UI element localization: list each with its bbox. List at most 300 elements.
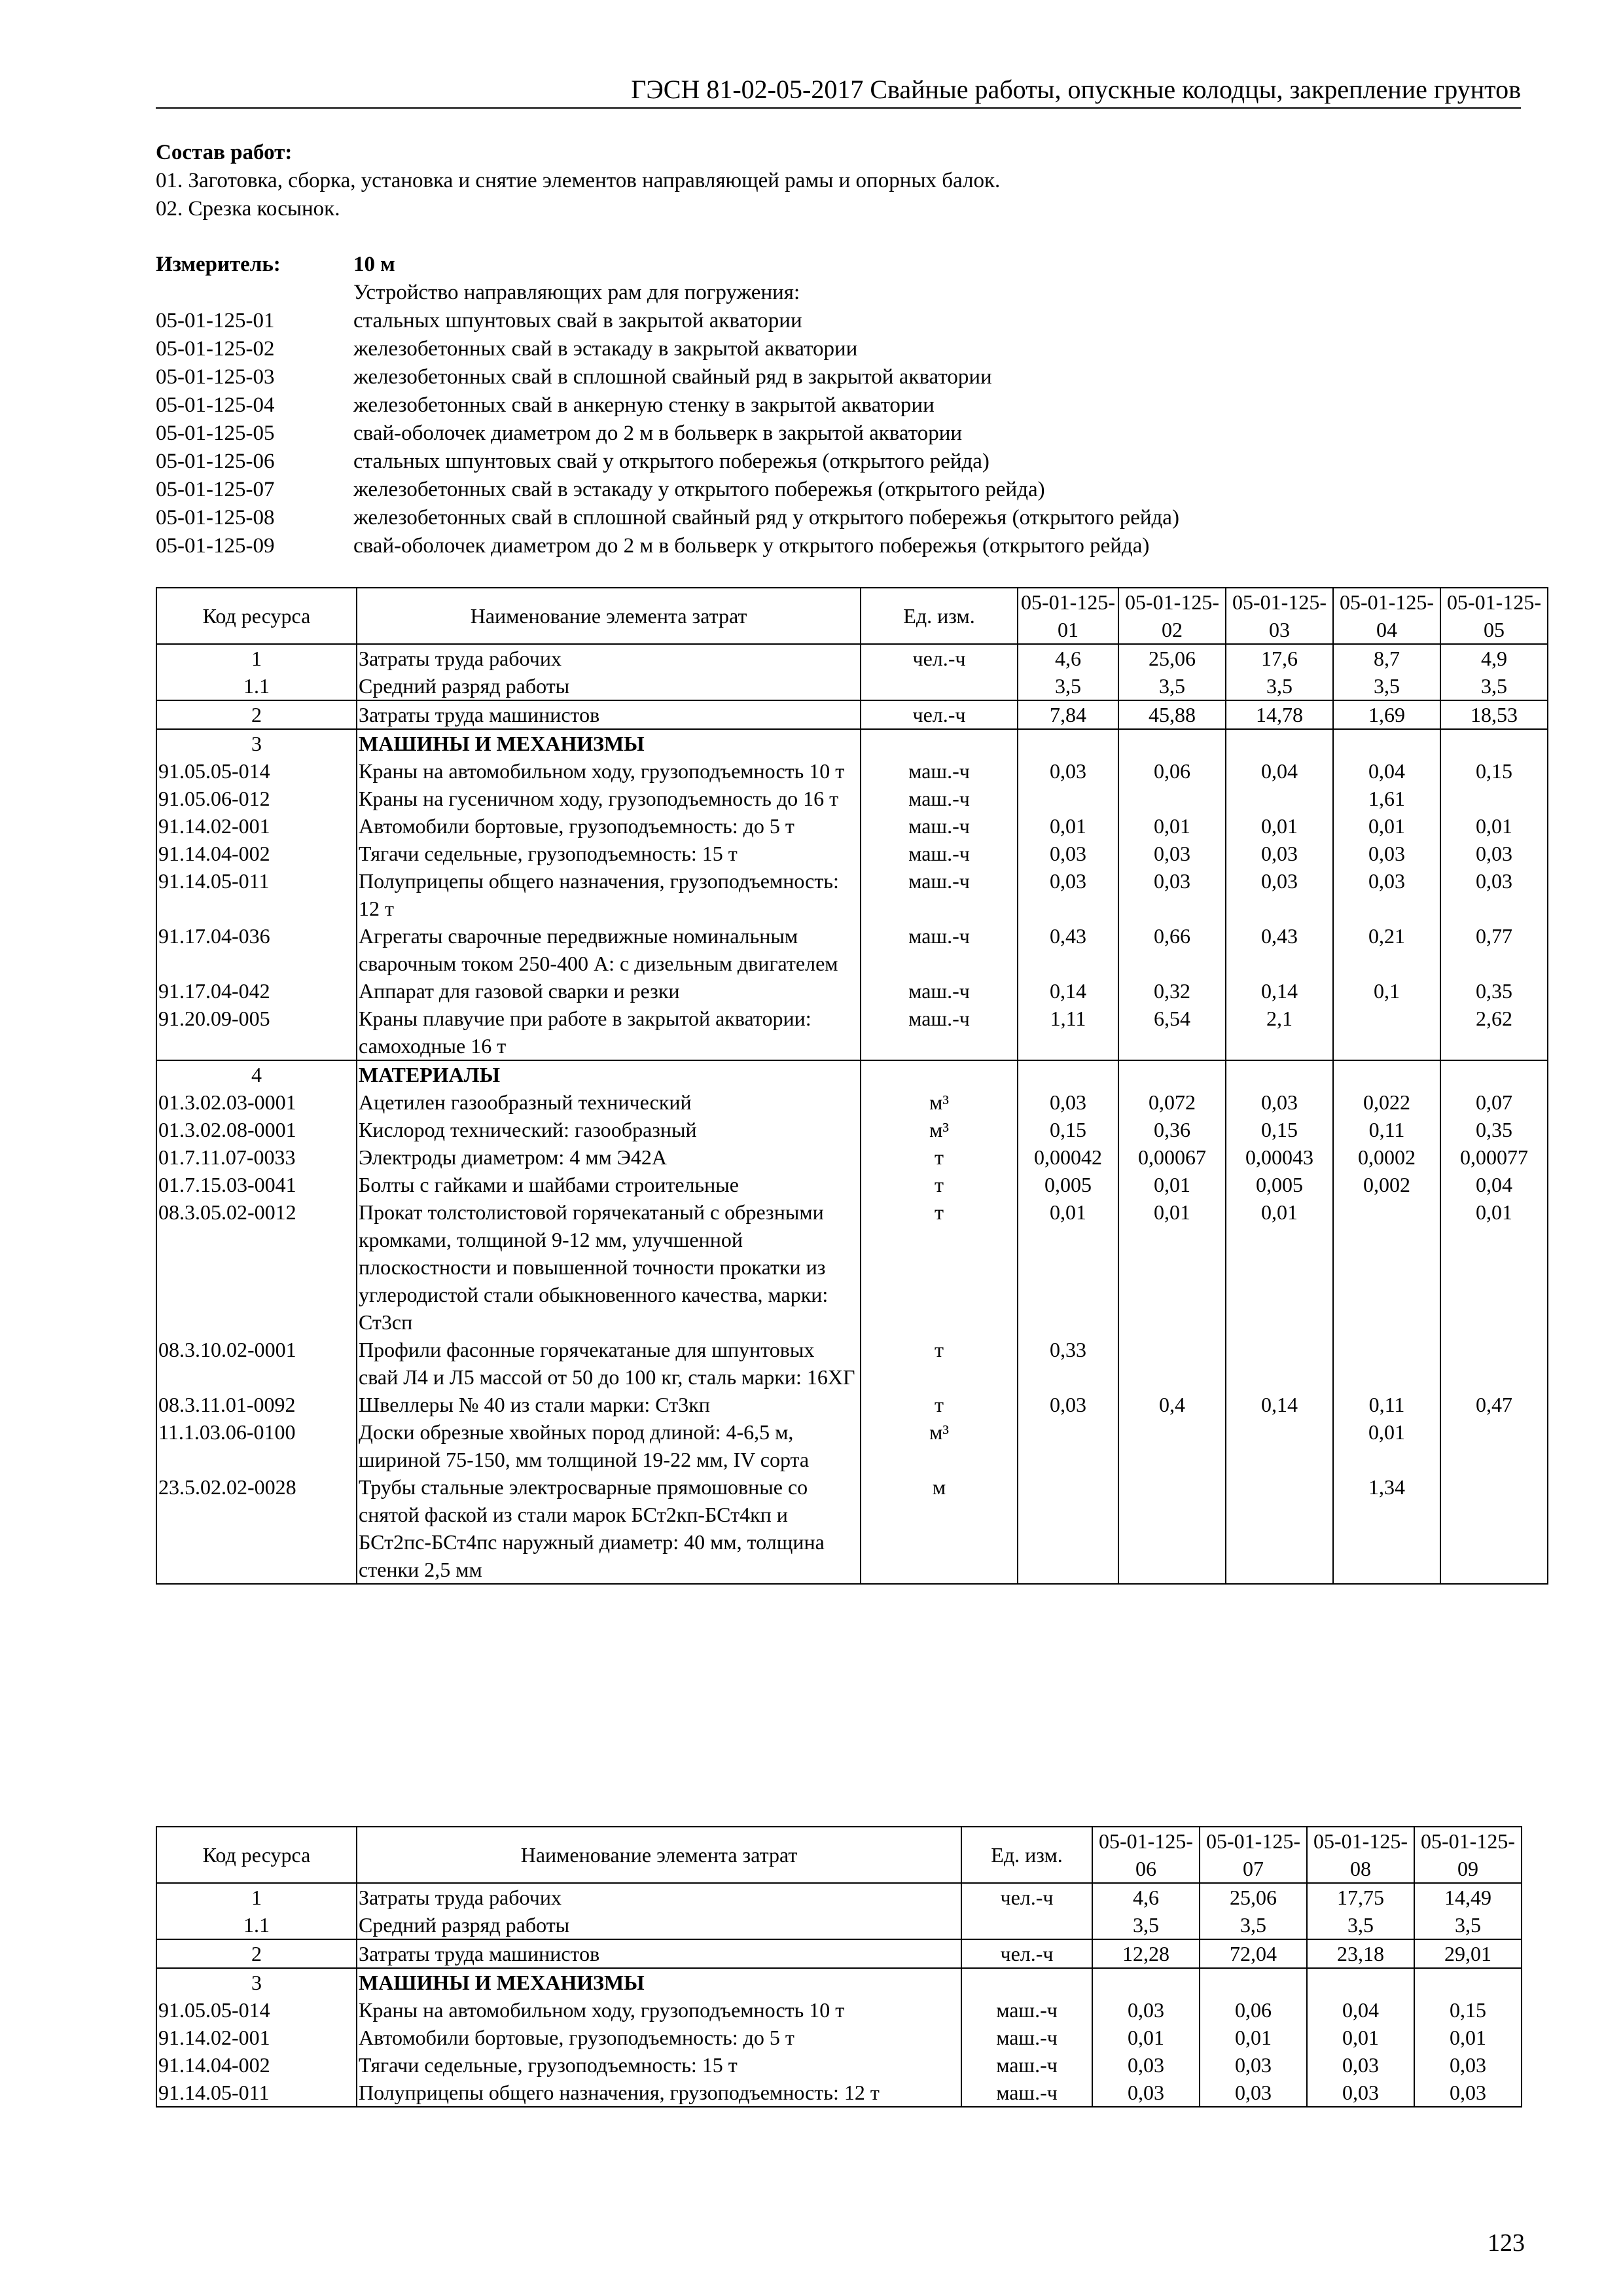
resource-value: 0,33 (1018, 1336, 1118, 1391)
table-row (156, 1143, 1548, 1171)
resource-name: МАШИНЫ И МЕХАНИЗМЫ (357, 729, 861, 757)
resource-value: 0,01 (1018, 812, 1118, 840)
measure-item (156, 448, 1521, 476)
measure-item-text: свай-оболочек диаметром до 2 м в больверк у открытого побережья (открытого рейда) (353, 534, 1150, 558)
resource-value (1018, 785, 1118, 812)
work-composition (156, 139, 1000, 223)
resource-code: 2 (156, 1939, 357, 1968)
table-row (156, 2079, 1522, 2107)
measure-item-code: 05-01-125-07 (156, 478, 275, 501)
resource-unit: маш.-ч (861, 867, 1018, 922)
table-row (156, 1005, 1548, 1060)
resource-code: 91.14.04-002 (156, 2051, 357, 2079)
table-row (156, 867, 1548, 922)
resource-code: 11.1.03.06-0100 (156, 1418, 357, 1473)
table-row (156, 1996, 1522, 2024)
resource-value: 29,01 (1414, 1939, 1522, 1968)
resource-value (1333, 1198, 1440, 1336)
resource-value: 3,5 (1200, 1911, 1307, 1939)
column-header: 05-01-125-05 (1440, 588, 1548, 644)
resource-value: 1,61 (1333, 785, 1440, 812)
column-header: 05-01-125-02 (1118, 588, 1226, 644)
resource-value: 8,7 (1333, 644, 1440, 672)
resource-unit: м (861, 1473, 1018, 1584)
measure-item (156, 504, 1521, 532)
table-row (156, 1911, 1522, 1939)
resource-value: 0,15 (1018, 1116, 1118, 1143)
resource-value (1118, 1473, 1226, 1584)
resource-value (1414, 1968, 1522, 1996)
resource-value: 0,03 (1118, 840, 1226, 867)
resource-value: 3,5 (1092, 1911, 1200, 1939)
resource-value: 1,11 (1018, 1005, 1118, 1060)
resource-value: 0,03 (1018, 840, 1118, 867)
resource-code: 91.05.05-014 (156, 1996, 357, 2024)
resource-value: 0,06 (1200, 1996, 1307, 2024)
resource-value (1333, 729, 1440, 757)
measure-item-text: свай-оболочек диаметром до 2 м в больверк в закрытой акватории (353, 422, 963, 445)
resource-name: Краны на автомобильном ходу, грузоподъемность 10 т (357, 757, 861, 785)
resource-value: 3,5 (1018, 672, 1118, 700)
measure-item (156, 363, 1521, 391)
resource-value: 0,01 (1333, 1418, 1440, 1473)
resource-value: 0,03 (1440, 840, 1548, 867)
table-row (156, 1968, 1522, 1996)
measure-item-code: 05-01-125-08 (156, 506, 275, 529)
resource-name: МАТЕРИАЛЫ (357, 1060, 861, 1088)
resource-unit: маш.-ч (861, 785, 1018, 812)
resource-value: 0,03 (1226, 840, 1333, 867)
column-header: Ед. изм. (861, 588, 1018, 644)
resource-unit (861, 672, 1018, 700)
resource-value: 0,03 (1018, 757, 1118, 785)
table-row (156, 644, 1548, 672)
resource-value: 0,03 (1440, 867, 1548, 922)
resource-unit: маш.-ч (961, 2079, 1092, 2107)
resource-value: 0,005 (1018, 1171, 1118, 1198)
resource-name: Ацетилен газообразный технический (357, 1088, 861, 1116)
resource-value: 72,04 (1200, 1939, 1307, 1968)
measure-item (156, 420, 1521, 448)
resource-unit: маш.-ч (961, 2024, 1092, 2051)
resource-code: 01.7.15.03-0041 (156, 1171, 357, 1198)
resource-value (1226, 1473, 1333, 1584)
resource-value (1226, 1060, 1333, 1088)
resource-unit (961, 1968, 1092, 1996)
resource-value: 1,34 (1333, 1473, 1440, 1584)
resource-value (1018, 1473, 1118, 1584)
resource-value (1118, 1418, 1226, 1473)
table-row (156, 1088, 1548, 1116)
column-header: 05-01-125-09 (1414, 1827, 1522, 1883)
table-row (156, 1418, 1548, 1473)
resource-value: 0,03 (1226, 867, 1333, 922)
resource-name: Средний разряд работы (357, 672, 861, 700)
table-row (156, 672, 1548, 700)
resource-value: 0,01 (1092, 2024, 1200, 2051)
resource-unit: маш.-ч (861, 922, 1018, 977)
resource-value: 0,01 (1118, 1198, 1226, 1336)
resource-unit: маш.-ч (861, 757, 1018, 785)
column-header: 05-01-125-03 (1226, 588, 1333, 644)
resource-code: 91.14.05-011 (156, 2079, 357, 2107)
resource-value: 17,6 (1226, 644, 1333, 672)
resource-name: Кислород технический: газообразный (357, 1116, 861, 1143)
resource-value: 12,28 (1092, 1939, 1200, 1968)
resource-name: Автомобили бортовые, грузоподъемность: до 5 т (357, 2024, 961, 2051)
column-header: 05-01-125-07 (1200, 1827, 1307, 1883)
resource-unit: маш.-ч (961, 2051, 1092, 2079)
resource-code: 08.3.10.02-0001 (156, 1336, 357, 1391)
resource-code: 91.14.02-001 (156, 2024, 357, 2051)
resource-value (1440, 785, 1548, 812)
resource-code: 23.5.02.02-0028 (156, 1473, 357, 1584)
resource-value: 0,03 (1333, 867, 1440, 922)
resource-value: 0,77 (1440, 922, 1548, 977)
resource-value: 0,03 (1200, 2079, 1307, 2107)
measure-item-code: 05-01-125-09 (156, 534, 275, 558)
resource-value (1440, 729, 1548, 757)
resource-value: 0,03 (1118, 867, 1226, 922)
table-row (156, 2051, 1522, 2079)
table-row (156, 700, 1548, 729)
resource-table-1 (156, 587, 1548, 1585)
resource-value: 0,07 (1440, 1088, 1548, 1116)
resource-value (1092, 1968, 1200, 1996)
table-row (156, 1060, 1548, 1088)
resource-value: 0,03 (1307, 2079, 1414, 2107)
resource-code: 91.17.04-042 (156, 977, 357, 1005)
resource-value: 23,18 (1307, 1939, 1414, 1968)
resource-table-2 (156, 1826, 1522, 2108)
resource-code: 91.14.04-002 (156, 840, 357, 867)
page-number: 123 (1488, 2229, 1525, 2257)
resource-unit: чел.-ч (861, 700, 1018, 729)
resource-value (1440, 1418, 1548, 1473)
resource-value (1118, 1060, 1226, 1088)
measure-label: Измеритель: (156, 253, 281, 276)
composition-item: 01. Заготовка, сборка, установка и снятие элементов направляющей рамы и опорных балок. (156, 169, 1001, 192)
table-row (156, 1116, 1548, 1143)
resource-code: 4 (156, 1060, 357, 1088)
resource-code: 01.7.11.07-0033 (156, 1143, 357, 1171)
resource-value: 0,00077 (1440, 1143, 1548, 1171)
resource-value: 0,03 (1414, 2079, 1522, 2107)
resource-name: Болты с гайками и шайбами строительные (357, 1171, 861, 1198)
measure-item-code: 05-01-125-05 (156, 422, 275, 445)
resource-name: Тягачи седельные, грузоподъемность: 15 т (357, 840, 861, 867)
resource-name: Тягачи седельные, грузоподъемность: 15 т (357, 2051, 961, 2079)
resource-code: 08.3.11.01-0092 (156, 1391, 357, 1418)
resource-unit (961, 1911, 1092, 1939)
resource-name: Электроды диаметром: 4 мм Э42А (357, 1143, 861, 1171)
measure-item-code: 05-01-125-06 (156, 450, 275, 473)
resource-value (1118, 1336, 1226, 1391)
resource-value: 0,14 (1226, 1391, 1333, 1418)
resource-value: 0,03 (1414, 2051, 1522, 2079)
resource-value: 0,01 (1440, 812, 1548, 840)
table-row (156, 922, 1548, 977)
resource-unit: чел.-ч (961, 1883, 1092, 1911)
resource-value: 0,01 (1333, 812, 1440, 840)
composition-title: Состав работ: (156, 141, 293, 164)
resource-name: Трубы стальные электросварные прямошовные со снятой фаской из стали марок БСт2кп-БСт4кп и БСт2пс-БСт4пс наружный диаметр: 40 мм, толщина стенки 2,5 мм (357, 1473, 861, 1584)
resource-name: МАШИНЫ И МЕХАНИЗМЫ (357, 1968, 961, 1996)
measure-item-text: стальных шпунтовых свай у открытого побережья (открытого рейда) (353, 450, 990, 473)
resource-value: 6,54 (1118, 1005, 1226, 1060)
measure-item-text: железобетонных свай в сплошной свайный ряд у открытого побережья (открытого рейда) (353, 506, 1179, 529)
resource-value: 0,00043 (1226, 1143, 1333, 1171)
resource-value: 0,01 (1414, 2024, 1522, 2051)
resource-value: 0,01 (1118, 812, 1226, 840)
measure-item-code: 05-01-125-03 (156, 365, 275, 389)
resource-value: 3,5 (1414, 1911, 1522, 1939)
resource-unit: м³ (861, 1418, 1018, 1473)
resource-value: 0,0002 (1333, 1143, 1440, 1171)
resource-value: 0,4 (1118, 1391, 1226, 1418)
resource-code: 91.05.05-014 (156, 757, 357, 785)
column-header: Код ресурса (156, 588, 357, 644)
resource-value (1118, 785, 1226, 812)
composition-item: 02. Срезка косынок. (156, 197, 340, 221)
resource-value: 7,84 (1018, 700, 1118, 729)
resource-value: 0,03 (1200, 2051, 1307, 2079)
resource-value: 4,6 (1018, 644, 1118, 672)
measure-item-code: 05-01-125-01 (156, 309, 275, 332)
table-row (156, 2024, 1522, 2051)
resource-value (1226, 1336, 1333, 1391)
resource-value: 0,01 (1118, 1171, 1226, 1198)
resource-value: 0,35 (1440, 1116, 1548, 1143)
column-header: Ед. изм. (961, 1827, 1092, 1883)
resource-value: 0,1 (1333, 977, 1440, 1005)
measure-block (156, 251, 1521, 560)
table-row (156, 1336, 1548, 1391)
resource-unit: м³ (861, 1116, 1018, 1143)
resource-unit: т (861, 1171, 1018, 1198)
resource-unit: маш.-ч (861, 812, 1018, 840)
measure-item (156, 307, 1521, 335)
table-row (156, 977, 1548, 1005)
resource-value: 0,01 (1018, 1198, 1118, 1336)
resource-value: 3,5 (1226, 672, 1333, 700)
resource-name: Краны на автомобильном ходу, грузоподъемность 10 т (357, 1996, 961, 2024)
resource-unit: маш.-ч (861, 840, 1018, 867)
resource-value: 25,06 (1200, 1883, 1307, 1911)
table-row (156, 1198, 1548, 1336)
resource-value: 14,49 (1414, 1883, 1522, 1911)
resource-value: 0,03 (1226, 1088, 1333, 1116)
resource-code: 91.14.05-011 (156, 867, 357, 922)
resource-code: 91.17.04-036 (156, 922, 357, 977)
measure-group-title: Устройство направляющих рам для погружения: (353, 281, 800, 304)
resource-unit: маш.-ч (861, 977, 1018, 1005)
resource-value: 0,43 (1226, 922, 1333, 977)
resource-value: 3,5 (1307, 1911, 1414, 1939)
resource-unit: т (861, 1336, 1018, 1391)
resource-value: 0,03 (1092, 2051, 1200, 2079)
resource-value (1200, 1968, 1307, 1996)
resource-name: Затраты труда машинистов (357, 700, 861, 729)
resource-value: 1,69 (1333, 700, 1440, 729)
resource-value: 45,88 (1118, 700, 1226, 729)
resource-value (1307, 1968, 1414, 1996)
resource-unit (861, 729, 1018, 757)
table-row (156, 1171, 1548, 1198)
resource-unit: т (861, 1391, 1018, 1418)
resource-value: 0,15 (1414, 1996, 1522, 2024)
table-row (156, 785, 1548, 812)
column-header: 05-01-125-06 (1092, 1827, 1200, 1883)
resource-name: Краны на гусеничном ходу, грузоподъемность до 16 т (357, 785, 861, 812)
resource-value (1440, 1473, 1548, 1584)
resource-value: 0,01 (1200, 2024, 1307, 2051)
resource-name: Профили фасонные горячекатаные для шпунтовых свай Л4 и Л5 массой от 50 до 100 кг, сталь марки: 16ХГ (357, 1336, 861, 1391)
resource-value: 0,01 (1440, 1198, 1548, 1336)
resource-value: 0,00042 (1018, 1143, 1118, 1171)
resource-name: Аппарат для газовой сварки и резки (357, 977, 861, 1005)
measure-item-text: железобетонных свай в анкерную стенку в закрытой акватории (353, 393, 935, 417)
measure-item (156, 335, 1521, 363)
resource-value: 0,21 (1333, 922, 1440, 977)
resource-value: 0,03 (1092, 1996, 1200, 2024)
resource-value: 0,03 (1018, 867, 1118, 922)
resource-code: 91.14.02-001 (156, 812, 357, 840)
resource-code: 91.05.06-012 (156, 785, 357, 812)
resource-code: 1.1 (156, 672, 357, 700)
resource-value: 4,6 (1092, 1883, 1200, 1911)
resource-value: 0,01 (1226, 812, 1333, 840)
resource-value: 18,53 (1440, 700, 1548, 729)
measure-item-text: железобетонных свай в эстакаду у открытого побережья (открытого рейда) (353, 478, 1045, 501)
resource-value: 0,43 (1018, 922, 1118, 977)
resource-value (1226, 729, 1333, 757)
column-header: 05-01-125-04 (1333, 588, 1440, 644)
measure-item-code: 05-01-125-02 (156, 337, 275, 361)
resource-value: 0,03 (1092, 2079, 1200, 2107)
measure-value: 10 м (353, 253, 395, 276)
column-header: 05-01-125-08 (1307, 1827, 1414, 1883)
resource-code: 01.3.02.08-0001 (156, 1116, 357, 1143)
resource-name: Агрегаты сварочные передвижные номинальным сварочным током 250-400 А: с дизельным двигателем (357, 922, 861, 977)
resource-value: 0,36 (1118, 1116, 1226, 1143)
resource-value: 0,03 (1018, 1391, 1118, 1418)
resource-value (1226, 785, 1333, 812)
resource-unit: чел.-ч (961, 1939, 1092, 1968)
resource-value (1226, 1418, 1333, 1473)
table-row (156, 757, 1548, 785)
document-header: ГЭСН 81-02-05-2017 Свайные работы, опускные колодцы, закрепление грунтов (156, 73, 1521, 109)
column-header: Код ресурса (156, 1827, 357, 1883)
resource-value: 0,002 (1333, 1171, 1440, 1198)
resource-code: 2 (156, 700, 357, 729)
resource-code: 1.1 (156, 1911, 357, 1939)
resource-value: 0,03 (1307, 2051, 1414, 2079)
resource-value: 0,06 (1118, 757, 1226, 785)
resource-code: 1 (156, 644, 357, 672)
measure-item-code: 05-01-125-04 (156, 393, 275, 417)
resource-value: 0,022 (1333, 1088, 1440, 1116)
resource-name: Краны плавучие при работе в закрытой акватории: самоходные 16 т (357, 1005, 861, 1060)
resource-value: 0,01 (1226, 1198, 1333, 1336)
table-row (156, 1939, 1522, 1968)
resource-value: 0,04 (1307, 1996, 1414, 2024)
measure-item (156, 391, 1521, 420)
resource-value: 0,072 (1118, 1088, 1226, 1116)
resource-value: 0,005 (1226, 1171, 1333, 1198)
resource-value: 0,47 (1440, 1391, 1548, 1418)
resource-value: 0,11 (1333, 1391, 1440, 1418)
resource-value: 2,1 (1226, 1005, 1333, 1060)
measure-item (156, 532, 1521, 560)
measure-item (156, 476, 1521, 504)
resource-value (1018, 729, 1118, 757)
resource-name: Швеллеры № 40 из стали марки: Ст3кп (357, 1391, 861, 1418)
resource-value (1333, 1060, 1440, 1088)
resource-value: 4,9 (1440, 644, 1548, 672)
column-header: 05-01-125-01 (1018, 588, 1118, 644)
column-header: Наименование элемента затрат (357, 588, 861, 644)
table-row (156, 1883, 1522, 1911)
resource-value (1440, 1336, 1548, 1391)
resource-unit (861, 1060, 1018, 1088)
table-row (156, 840, 1548, 867)
resource-value: 17,75 (1307, 1883, 1414, 1911)
measure-item-text: железобетонных свай в сплошной свайный ряд в закрытой акватории (353, 365, 992, 389)
resource-value: 0,03 (1018, 1088, 1118, 1116)
resource-value: 0,15 (1440, 757, 1548, 785)
table-row (156, 729, 1548, 757)
resource-value: 3,5 (1440, 672, 1548, 700)
resource-value (1333, 1336, 1440, 1391)
resource-value: 0,32 (1118, 977, 1226, 1005)
resource-value (1333, 1005, 1440, 1060)
resource-value: 0,04 (1333, 757, 1440, 785)
resource-value (1440, 1060, 1548, 1088)
resource-name: Затраты труда рабочих (357, 644, 861, 672)
resource-code: 91.20.09-005 (156, 1005, 357, 1060)
resource-code: 08.3.05.02-0012 (156, 1198, 357, 1336)
resource-value: 0,01 (1307, 2024, 1414, 2051)
resource-unit: т (861, 1143, 1018, 1171)
measure-item-text: железобетонных свай в эстакаду в закрытой акватории (353, 337, 858, 361)
resource-value: 0,15 (1226, 1116, 1333, 1143)
measure-item-text: стальных шпунтовых свай в закрытой акватории (353, 309, 802, 332)
resource-value: 2,62 (1440, 1005, 1548, 1060)
resource-unit: маш.-ч (861, 1005, 1018, 1060)
resource-value: 0,66 (1118, 922, 1226, 977)
resource-code: 1 (156, 1883, 357, 1911)
resource-value: 0,14 (1018, 977, 1118, 1005)
resource-value (1018, 1418, 1118, 1473)
resource-name: Затраты труда рабочих (357, 1883, 961, 1911)
resource-unit: маш.-ч (961, 1996, 1092, 2024)
resource-value: 25,06 (1118, 644, 1226, 672)
resource-value (1018, 1060, 1118, 1088)
resource-code: 3 (156, 729, 357, 757)
resource-value: 3,5 (1333, 672, 1440, 700)
resource-name: Доски обрезные хвойных пород длиной: 4-6,5 м, шириной 75-150, мм толщиной 19-22 мм, IV сорта (357, 1418, 861, 1473)
resource-value: 0,04 (1440, 1171, 1548, 1198)
resource-unit: чел.-ч (861, 644, 1018, 672)
resource-value: 0,11 (1333, 1116, 1440, 1143)
resource-name: Полуприцепы общего назначения, грузоподъемность: 12 т (357, 867, 861, 922)
resource-value: 0,14 (1226, 977, 1333, 1005)
resource-code: 01.3.02.03-0001 (156, 1088, 357, 1116)
resource-name: Затраты труда машинистов (357, 1939, 961, 1968)
resource-name: Автомобили бортовые, грузоподъемность: до 5 т (357, 812, 861, 840)
resource-unit: т (861, 1198, 1018, 1336)
